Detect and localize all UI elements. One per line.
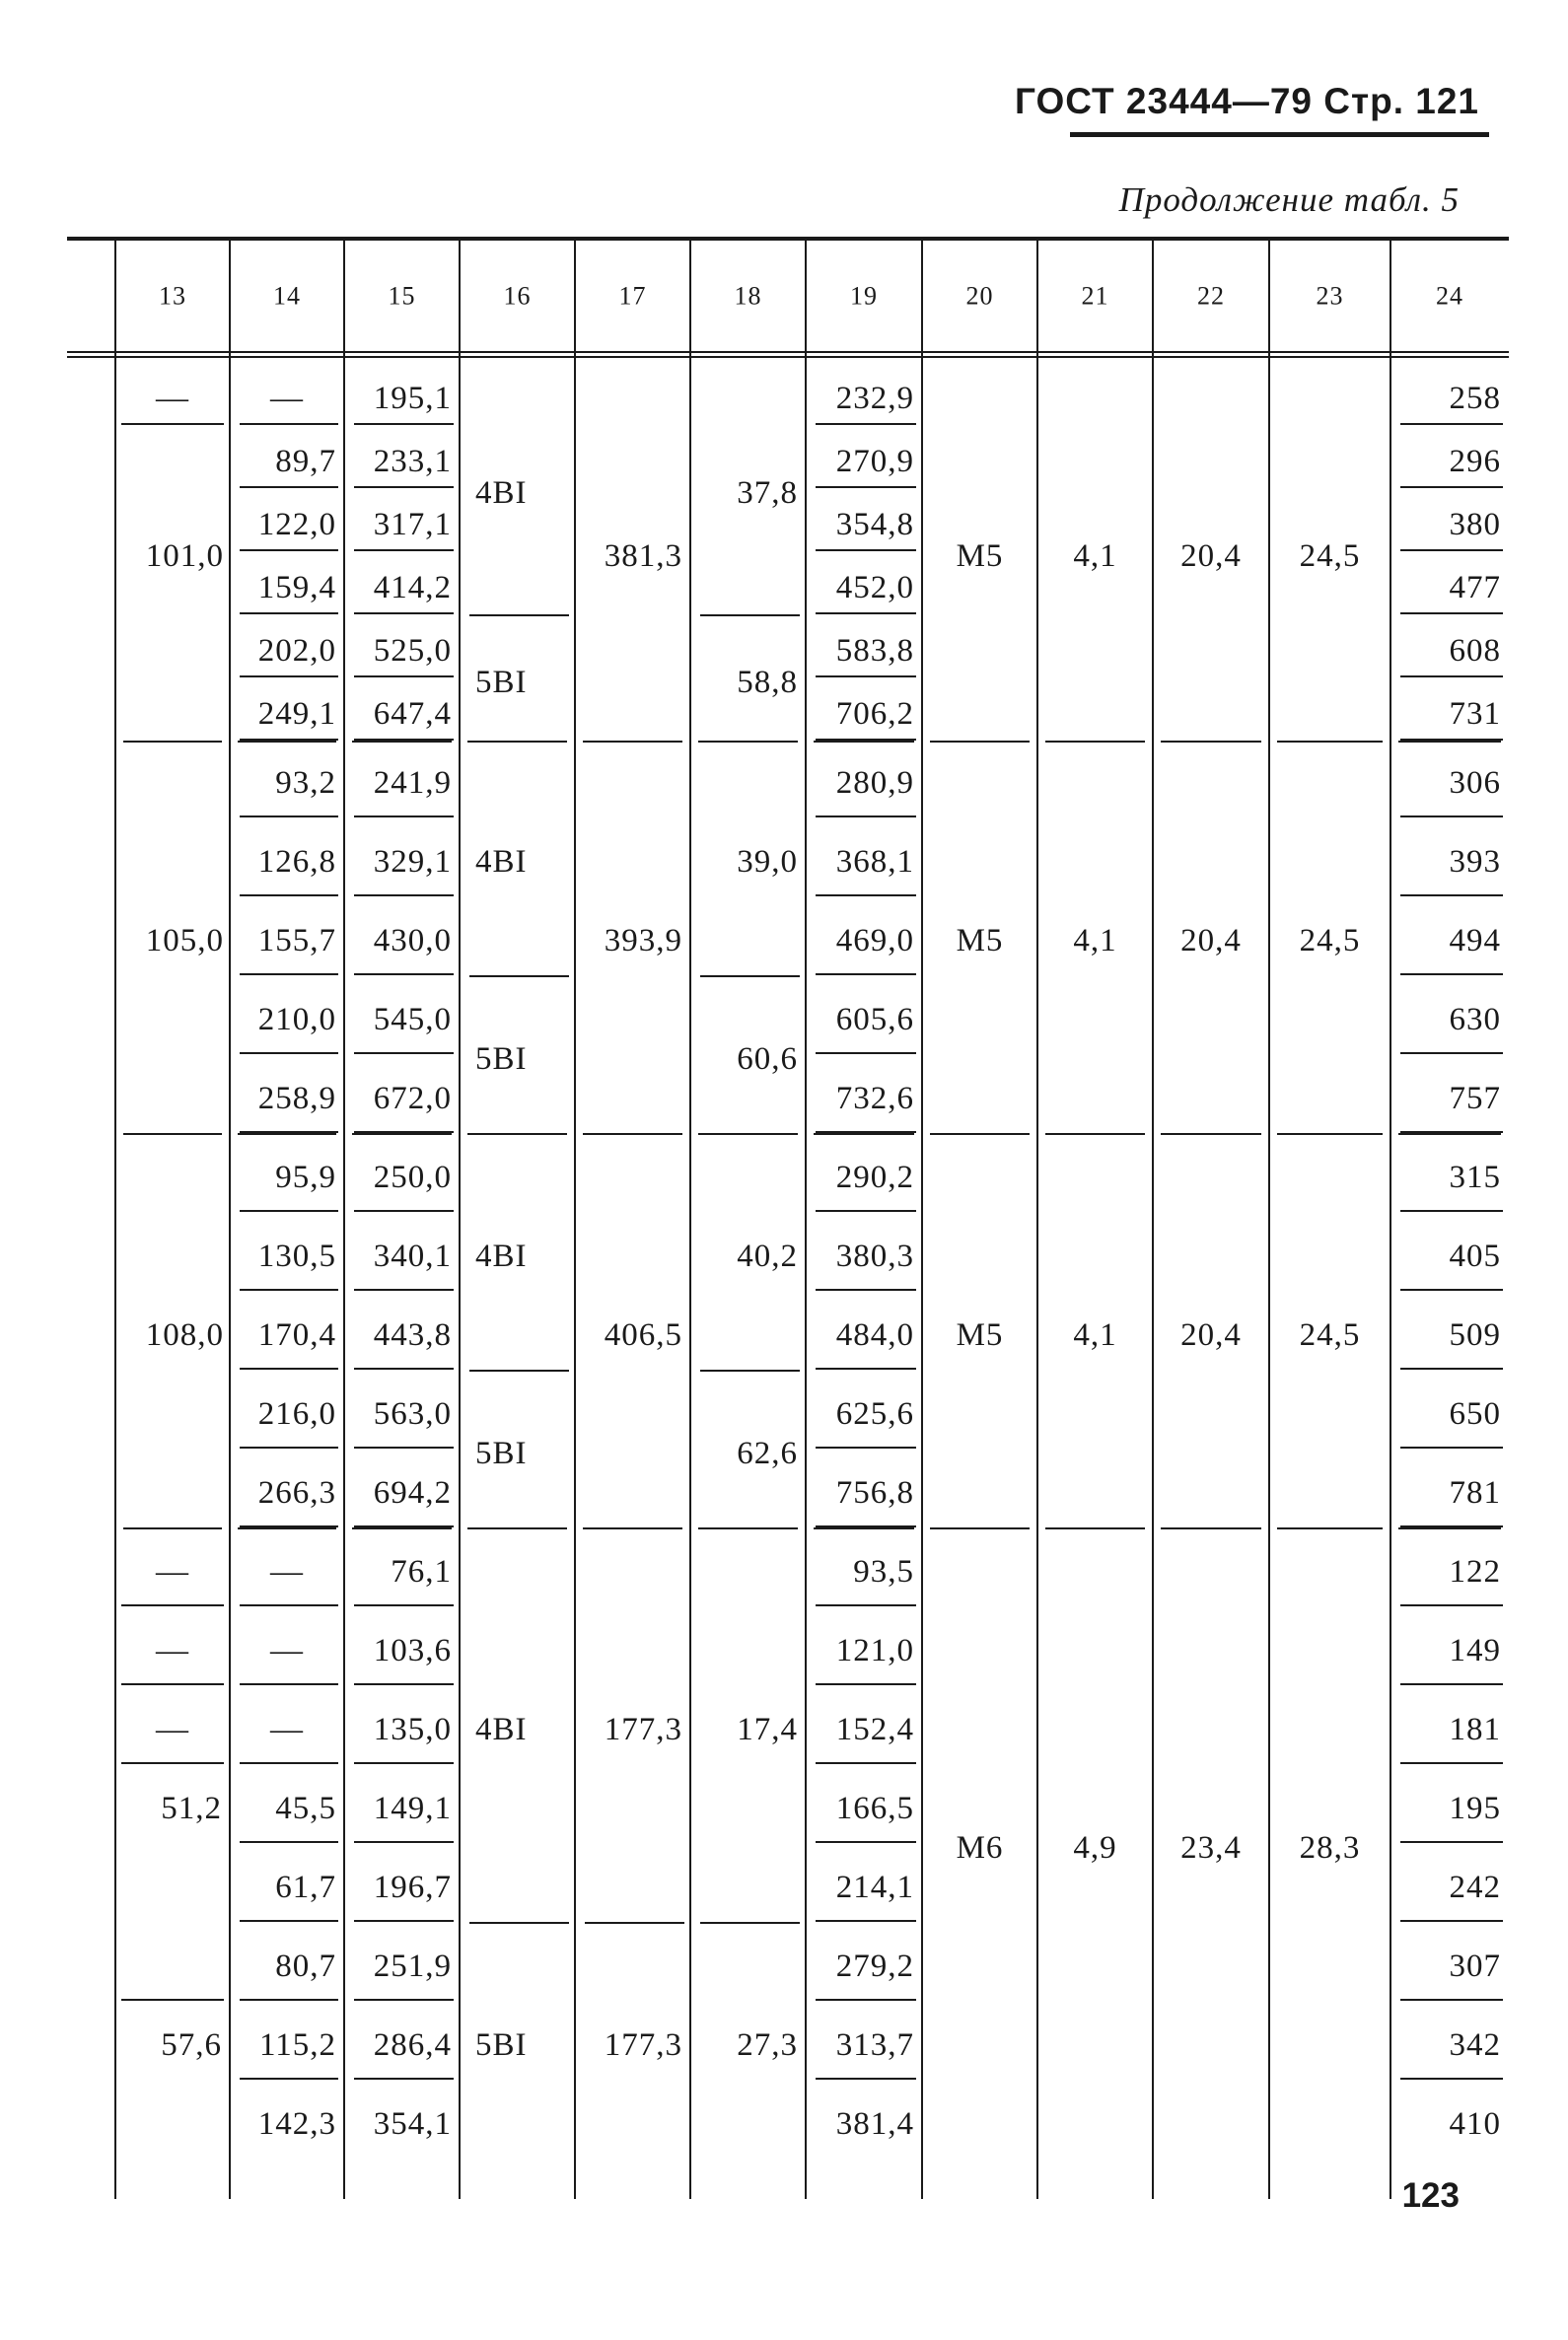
- table-cell: 430,0: [373, 923, 452, 958]
- table-cell: 317,1: [373, 507, 452, 542]
- table-cell: 410: [1449, 2106, 1501, 2142]
- table-cell-merged: M6: [956, 1830, 1004, 1866]
- table-cell: 509: [1449, 1317, 1501, 1353]
- table-cell: 89,7: [275, 444, 336, 479]
- table-cell: 170,4: [257, 1317, 336, 1353]
- table-cell: 290,2: [835, 1160, 914, 1195]
- table-cell: 258: [1449, 381, 1501, 416]
- table-cell: 135,0: [373, 1712, 452, 1747]
- table-cell: 159,4: [257, 570, 336, 605]
- table-cell: 306: [1449, 765, 1501, 801]
- table-cell: 757: [1449, 1081, 1501, 1116]
- column-header-18: 18: [734, 281, 762, 311]
- table-cell-merged: 5BI: [475, 2027, 528, 2063]
- table-cell: 405: [1449, 1239, 1501, 1274]
- table-cell: 605,6: [835, 1002, 914, 1037]
- table-cell: 329,1: [373, 844, 452, 880]
- table-cell: 296: [1449, 444, 1501, 479]
- table-cell: 608: [1449, 633, 1501, 669]
- table-cell-merged: 177,3: [604, 1712, 682, 1747]
- table-cell-merged: 101,0: [145, 538, 224, 574]
- page-header: ГОСТ 23444—79 Стр. 121: [1014, 81, 1479, 121]
- table-cell-merged: 20,4: [1180, 923, 1242, 958]
- column-header-15: 15: [388, 281, 416, 311]
- table-cell: 313,7: [835, 2027, 914, 2063]
- table-cell: 103,6: [373, 1633, 452, 1668]
- table-cell: 650: [1449, 1396, 1501, 1432]
- table-cell: 452,0: [835, 570, 914, 605]
- column-header-23: 23: [1316, 281, 1344, 311]
- table-cell: 250,0: [373, 1160, 452, 1195]
- page-number: 123: [1401, 2176, 1460, 2215]
- table-cell: 279,2: [835, 1949, 914, 1984]
- table-cell: 756,8: [835, 1475, 914, 1511]
- table-cell: 196,7: [373, 1870, 452, 1905]
- table-cell-merged: 20,4: [1180, 538, 1242, 574]
- table-cell: 266,3: [257, 1475, 336, 1511]
- table-cell: 121,0: [835, 1633, 914, 1668]
- table-cell-merged: 406,5: [604, 1317, 682, 1353]
- table-cell: 61,7: [275, 1870, 336, 1905]
- table-cell: 694,2: [373, 1475, 452, 1511]
- table-cell: —: [156, 1633, 189, 1668]
- column-header-14: 14: [273, 281, 301, 311]
- table-cell: 45,5: [275, 1791, 336, 1826]
- table-cell: 563,0: [373, 1396, 452, 1432]
- table-cell-merged: 60,6: [737, 1041, 798, 1077]
- table-cell-merged: 24,5: [1299, 538, 1361, 574]
- table-cell: 80,7: [275, 1949, 336, 1984]
- table-cell: 95,9: [275, 1160, 336, 1195]
- table-cell: 647,4: [373, 696, 452, 732]
- table-cell: 443,8: [373, 1317, 452, 1353]
- table-cell: 732,6: [835, 1081, 914, 1116]
- table-cell: 258,9: [257, 1081, 336, 1116]
- column-header-24: 24: [1436, 281, 1463, 311]
- table-cell: 368,1: [835, 844, 914, 880]
- table-cell: 76,1: [391, 1554, 452, 1590]
- table-cell: 630: [1449, 1002, 1501, 1037]
- table-cell-merged: 28,3: [1299, 1830, 1361, 1866]
- table-cell-merged: 4BI: [475, 475, 528, 511]
- table-cell: 130,5: [257, 1239, 336, 1274]
- table-cell-merged: 27,3: [737, 2027, 798, 2063]
- table-cell-merged: 177,3: [604, 2027, 682, 2063]
- table-cell-merged: 24,5: [1299, 1317, 1361, 1353]
- table-cell: 672,0: [373, 1081, 452, 1116]
- column-header-21: 21: [1081, 281, 1109, 311]
- table-cell: 477: [1449, 570, 1501, 605]
- table-cell: —: [270, 1633, 304, 1668]
- table-cell-merged: 4BI: [475, 844, 528, 880]
- column-header-17: 17: [618, 281, 647, 311]
- table-cell-merged: M5: [956, 1317, 1004, 1353]
- table-cell: —: [270, 1712, 304, 1747]
- table-cell-merged: 4BI: [475, 1712, 528, 1747]
- table-cell: 166,5: [835, 1791, 914, 1826]
- table-cell: 233,1: [373, 444, 452, 479]
- table-cell: 393: [1449, 844, 1501, 880]
- table-cell: 249,1: [257, 696, 336, 732]
- table-cell-merged: 4,9: [1073, 1830, 1117, 1866]
- table-cell: 93,2: [275, 765, 336, 801]
- table-cell: 251,9: [373, 1949, 452, 1984]
- table-cell-merged: 5BI: [475, 665, 528, 700]
- table-cell: 354,8: [835, 507, 914, 542]
- table-cell: 315: [1449, 1160, 1501, 1195]
- table-cell: 142,3: [257, 2106, 336, 2142]
- table-cell: 380,3: [835, 1239, 914, 1274]
- table-cell-merged: 4,1: [1073, 538, 1117, 574]
- table-cell: 354,1: [373, 2106, 452, 2142]
- table-cell: 494: [1449, 923, 1501, 958]
- table-cell: 583,8: [835, 633, 914, 669]
- table-cell: 115,2: [258, 2027, 336, 2063]
- table-cell: 469,0: [835, 923, 914, 958]
- column-header-19: 19: [850, 281, 878, 311]
- table-cell-merged: 105,0: [145, 923, 224, 958]
- table-cell: 181: [1449, 1712, 1501, 1747]
- table-cell-merged: M5: [956, 538, 1004, 574]
- table-cell: 93,5: [853, 1554, 914, 1590]
- table-cell: —: [156, 1554, 189, 1590]
- table-cell: 414,2: [373, 570, 452, 605]
- table-cell-merged: 58,8: [737, 665, 798, 700]
- table-cell: 126,8: [257, 844, 336, 880]
- table-cell-merged: 62,6: [737, 1436, 798, 1471]
- table-cell: 241,9: [373, 765, 452, 801]
- table-cell-merged: 40,2: [737, 1239, 798, 1274]
- column-header-20: 20: [965, 281, 994, 311]
- column-header-22: 22: [1197, 281, 1225, 311]
- table-continuation-label: Продолжение табл. 5: [1118, 180, 1460, 219]
- table-cell-merged: 4,1: [1073, 923, 1117, 958]
- table-cell: 195: [1449, 1791, 1501, 1826]
- table-cell-merged: 20,4: [1180, 1317, 1242, 1353]
- table-cell-merged: 381,3: [604, 538, 682, 574]
- table-cell: 307: [1449, 1949, 1501, 1984]
- table-cell-merged: 37,8: [737, 475, 798, 511]
- table-cell: 340,1: [373, 1239, 452, 1274]
- table-cell-merged: 17,4: [737, 1712, 798, 1747]
- column-header-13: 13: [159, 281, 186, 311]
- table-cell: —: [156, 1712, 189, 1747]
- table-cell-merged: 5BI: [475, 1041, 528, 1077]
- table-cell: 122,0: [257, 507, 336, 542]
- table-cell: 51,2: [161, 1791, 222, 1826]
- table-cell: 381,4: [835, 2106, 914, 2142]
- table-cell-merged: 4,1: [1073, 1317, 1117, 1353]
- table-cell: 484,0: [835, 1317, 914, 1353]
- table-cell-merged: 24,5: [1299, 923, 1361, 958]
- table-cell: 155,7: [257, 923, 336, 958]
- table-cell: 242: [1449, 1870, 1501, 1905]
- table-cell: 57,6: [161, 2027, 222, 2063]
- table-cell-merged: 393,9: [604, 923, 682, 958]
- table-cell-merged: 108,0: [145, 1317, 224, 1353]
- table-cell: 270,9: [835, 444, 914, 479]
- table-cell: 149,1: [373, 1791, 452, 1826]
- table-cell: 545,0: [373, 1002, 452, 1037]
- table-cell: 216,0: [257, 1396, 336, 1432]
- table-cell: 380: [1449, 507, 1501, 542]
- table-cell: 149: [1449, 1633, 1501, 1668]
- table-cell: 232,9: [835, 381, 914, 416]
- table-cell: 210,0: [257, 1002, 336, 1037]
- table-cell: —: [270, 1554, 304, 1590]
- table-cell: 706,2: [835, 696, 914, 732]
- table-cell: 286,4: [373, 2027, 452, 2063]
- table-cell-merged: 4BI: [475, 1239, 528, 1274]
- table-cell: 214,1: [835, 1870, 914, 1905]
- table-cell-merged: 5BI: [475, 1436, 528, 1471]
- table-cell-merged: 23,4: [1180, 1830, 1242, 1866]
- table-cell: 152,4: [835, 1712, 914, 1747]
- table-cell: 202,0: [257, 633, 336, 669]
- table-cell: —: [270, 381, 304, 416]
- table-cell: 342: [1449, 2027, 1501, 2063]
- column-header-16: 16: [503, 281, 532, 311]
- table-cell: 195,1: [373, 381, 452, 416]
- table-cell-merged: M5: [956, 923, 1004, 958]
- table-cell: 122: [1449, 1554, 1501, 1590]
- table-cell: 525,0: [373, 633, 452, 669]
- table-cell: 280,9: [835, 765, 914, 801]
- table-cell: 731: [1449, 696, 1501, 732]
- table-cell: 625,6: [835, 1396, 914, 1432]
- table-cell-merged: 39,0: [737, 844, 798, 880]
- table-cell: 781: [1449, 1475, 1501, 1511]
- table-cell: —: [156, 381, 189, 416]
